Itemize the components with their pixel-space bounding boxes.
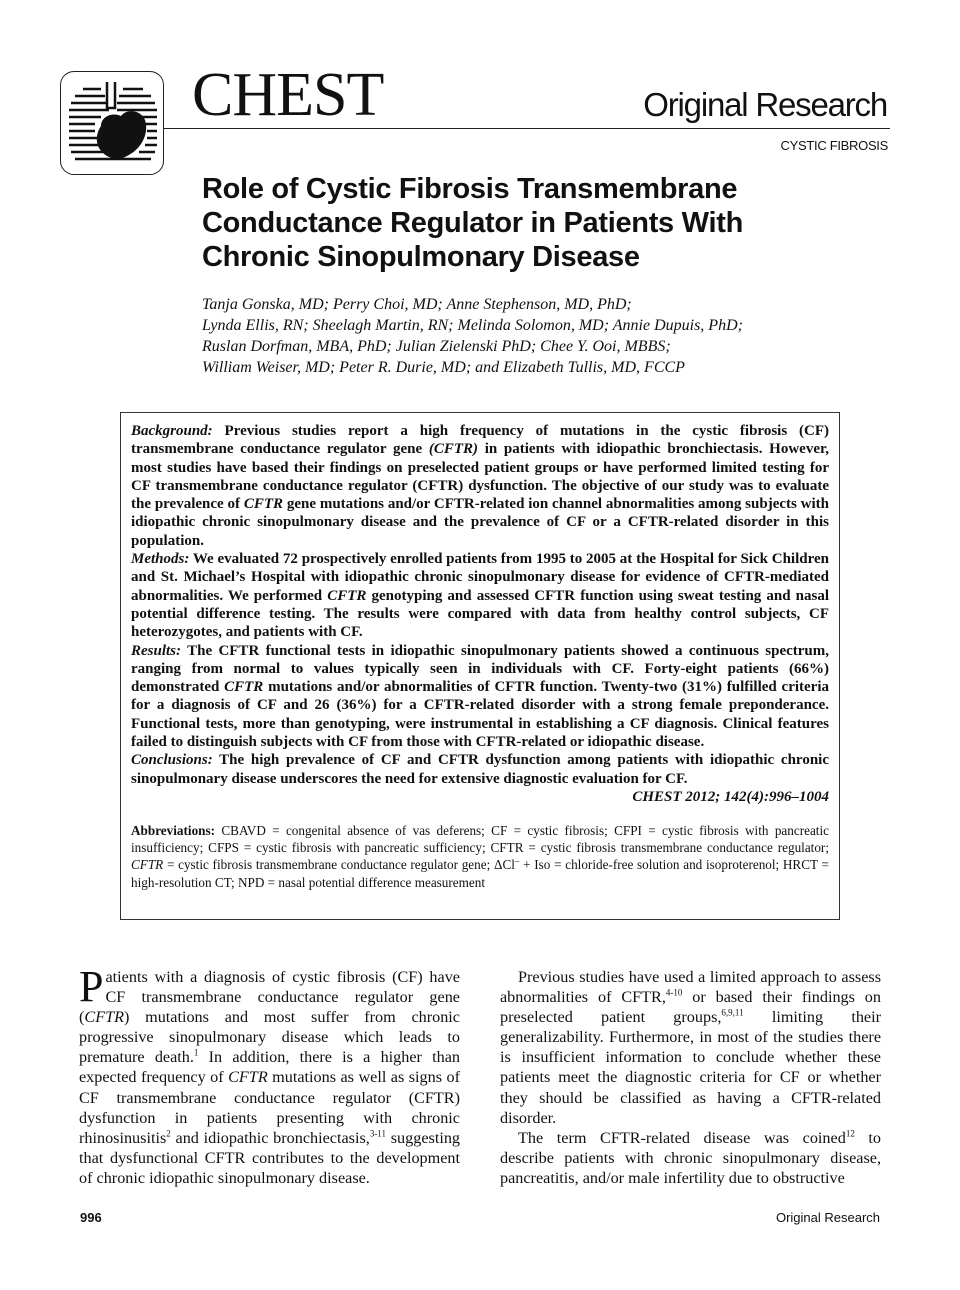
header-rule <box>164 128 890 129</box>
chest-lung-logo-icon <box>61 72 164 175</box>
abbreviations: Abbreviations: CBAVD = congenital absence of vas deferens; CF = cystic fibrosis; CFPI = cystic fibrosis with pancreatic insufficiency; CFPS = cystic fibrosis with pancreatic sufficiency; CFTR = cystic fibrosis transmembrane conductance regulator; CFTR = cystic fibrosis transmembrane conductance regulator gene; ΔCl– + Iso = chloride-free solution and isoproterenol; HRCT = high-resolution CT; NPD = nasal potential difference measurement <box>131 822 829 890</box>
author-list <box>202 294 882 378</box>
topic-label: CYSTIC FIBROSIS <box>780 138 888 153</box>
results-heading: Results: <box>131 642 182 659</box>
body-column-left <box>79 962 461 1188</box>
author-line: William Weiser, MD; Peter R. Durie, MD; and Elizabeth Tullis, MD, FCCP <box>202 359 685 376</box>
author-line: Tanja Gonska, MD; Perry Choi, MD; Anne Stephenson, MD, PhD; <box>202 296 632 313</box>
drop-cap: P <box>79 962 104 1011</box>
abstract-conclusions: Conclusions: The high prevalence of CF and CFTR dysfunction among patients with idiopathic chronic sinopulmonary disease underscores the need for extensive diagnostic evaluation for CF. <box>131 752 829 787</box>
section-label: Original Research <box>643 86 887 123</box>
conclusions-heading: Conclusions: <box>131 752 213 769</box>
background-heading: Background: <box>131 423 213 439</box>
abstract-box <box>120 412 840 920</box>
citation: CHEST 2012; 142(4):996–1004 <box>632 788 829 805</box>
footer-label: Original Research <box>775 1210 880 1225</box>
intro-paragraph: Patients with a diagnosis of cystic fibrosis (CF) have CF transmembrane conductance regulator gene (CFTR) mutations and most suffer from chronic progressive sinopulmonary disease which leads to premature death.$^1$ In addition, there is a higher than expected frequency of CFTR mutations as well as signs of CF transmembrane conductance regulator (CFTR) dysfunction in patients presenting with chronic rhinosinusitis$^2$ and idiopathic bronchiectasis,$^{3-11}$ suggesting that dysfunctional CFTR contributes to the development of chronic idiopathic sinopulmonary disease. <box>79 962 461 1187</box>
abstract-methods: Methods: We evaluated 72 prospectively enrolled patients from 1995 to 2005 at the Hospital for Sick Children and St. Michael’s Hospital with idiopathic chronic sinopulmonary disease for evidence of CFTR-mediated abnormalities. We performed CFTR genotyping and assessed CFTR function using sweat testing and nasal potential difference testing. The results were compared with data from healthy control subjects, CF heterozygotes, and patients with CF. <box>131 551 830 641</box>
body-column-right <box>500 967 881 1188</box>
abstract-background: Background: Previous studies report a high frequency of mutations in the cystic fibrosis (CF) transmembrane conductance regulator gene (CFTR) in patients with idiopathic bronchiectasis. However, most studies have based their findings on preselected patient groups or have performed limited testing for CF transmembrane conductance regulator (CFTR) dysfunction. The objective of our study was to evaluate the prevalence of CFTR gene mutations and/or CFTR-related ion channel abnormalities among subjects with idiopathic chronic sinopulmonary disease and the prevalence of CF or a CFTR-related disorder in this population. <box>131 423 830 549</box>
page-number: 996 <box>80 1210 102 1225</box>
abbreviations-heading: Abbreviations: <box>131 822 216 838</box>
journal-name: CHEST <box>192 61 384 129</box>
article-title: Role of Cystic Fibrosis Transmembrane Conductance Regulator in Patients With Chronic Sinopulmonary Disease <box>202 173 743 273</box>
methods-heading: Methods: <box>131 551 190 568</box>
author-line: Ruslan Dorfman, MBA, PhD; Julian Zielenski PhD; Chee Y. Ooi, MBBS; <box>202 338 671 355</box>
body-paragraph: Previous studies have used a limited approach to assess abnormalities of CFTR,$^{4-10}$ or based their findings on preselected patient groups,$^{6,9,11}$ limiting their generalizability. Furthermore, in most of the studies there is insufficient information to conclude whether these patients meet the diagnostic criteria for CF or whether they should be classified as having a CFTR-related disorder. <box>500 968 881 1127</box>
author-line: Lynda Ellis, RN; Sheelagh Martin, RN; Melinda Solomon, MD; Annie Dupuis, PhD; <box>202 317 743 334</box>
body-paragraph: The term CFTR-related disease was coined$^{12}$ to describe patients with chronic sinopulmonary disease, pancreatitis, and/or male infertility due to obstructive <box>500 1128 882 1187</box>
journal-logo <box>60 71 164 175</box>
abstract-results: Results: The CFTR functional tests in idiopathic sinopulmonary patients showed a continuous spectrum, ranging from normal to values typically seen in individuals with CF. Forty-eight patients (66%) demonstrated CFTR mutations and/or abnormalities of CFTR function. Twenty-two (31%) fulfilled criteria for a diagnosis of CF and 26 (36%) for a CFTR-related disorder with a strong female preponderance. Functional tests, more than genotyping, were instrumental in establishing a CF diagnosis. Clinical features failed to distinguish subjects with CF from those with CFTR-related or idiopathic disease. <box>131 642 829 751</box>
